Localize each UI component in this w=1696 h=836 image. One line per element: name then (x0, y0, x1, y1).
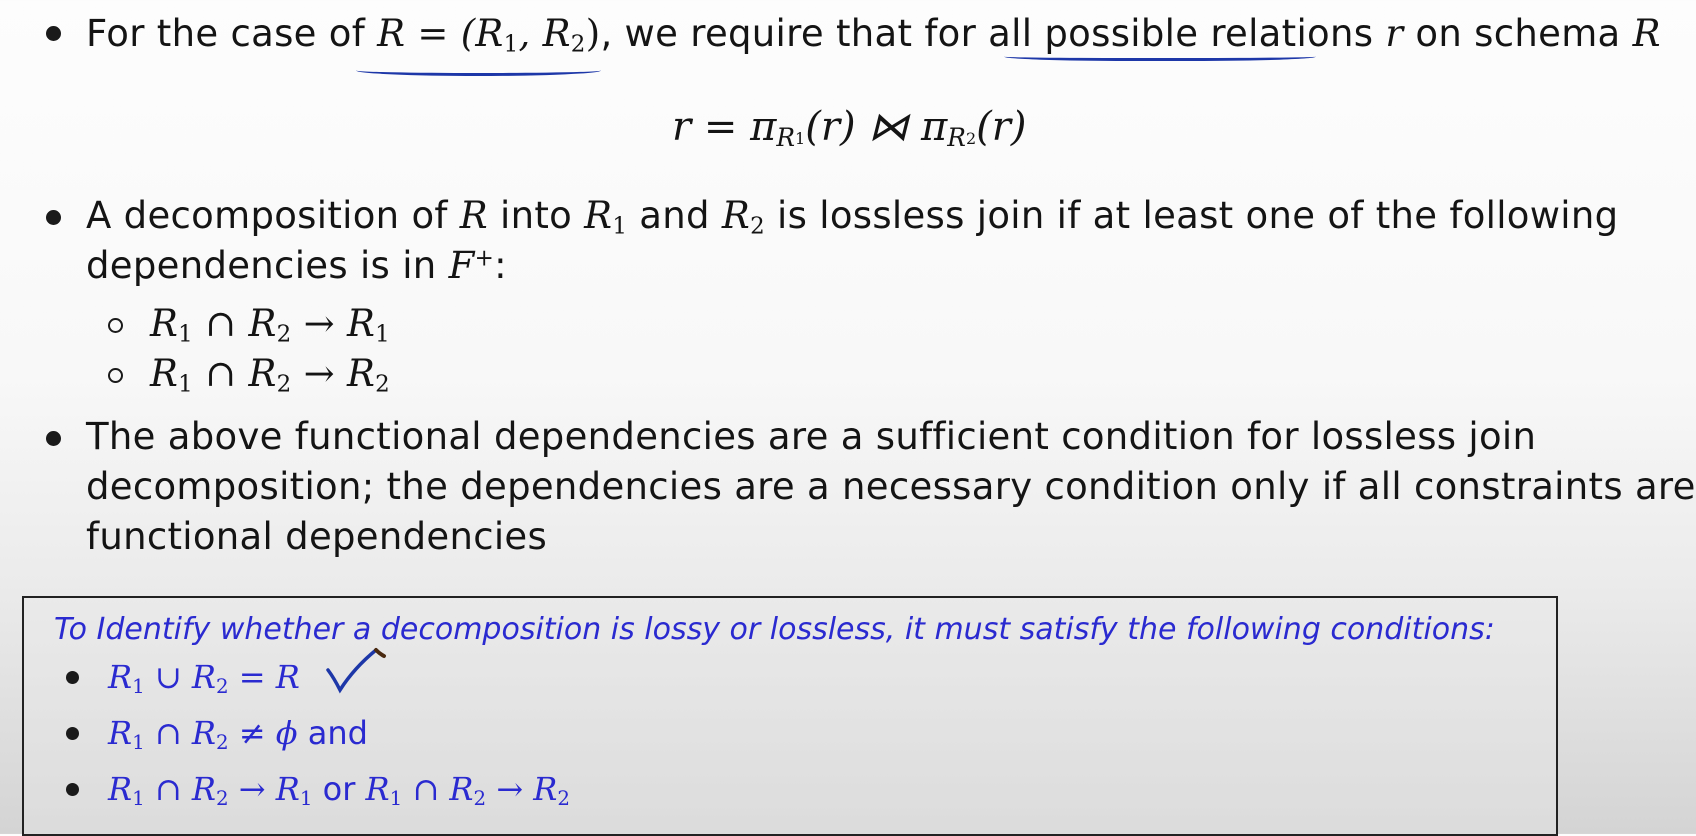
handwritten-underline (1004, 50, 1316, 61)
condition-fd: $R_1$ ∩ $R_2 \to R_1$ or $R_1$ ∩ $R_2 \to R_2$ (108, 770, 571, 810)
bullet-dot (46, 431, 61, 446)
bullet-dot (46, 210, 61, 225)
lossless-join-formula: $r = \pi_{R1}(r)$ ⋈ $\pi_{R2}(r)$ (672, 104, 1027, 153)
condition-union: $R_1$ ∪ $R_2 = R$ (108, 658, 300, 698)
dependency-2: $R_1$ ∩ $R_2 \to R_2$ (150, 352, 391, 398)
bullet-3-line1: The above functional dependencies are a sufficient condition for lossless join (86, 415, 1537, 458)
bullet-dot (66, 727, 79, 740)
bullet-dot (46, 26, 61, 41)
conditions-title: To Identify whether a decomposition is lossy or lossless, it must satisfy the following conditions: (54, 612, 1495, 647)
bullet-dot (66, 783, 79, 796)
bullet-1-text: For the case of $R = (R_1$, $R_2$), we require that for all possible relations r on schema R (86, 12, 1661, 58)
dependency-1: $R_1$ ∩ $R_2 \to R_1$ (150, 302, 391, 348)
bullet-2-text: A decomposition of R into $R_1$ and $R_2$ is lossless join if at least one of the following (86, 194, 1619, 240)
bullet-3-line2: decomposition; the dependencies are a necessary condition only if all constraints are (86, 465, 1696, 508)
conditions-box (22, 596, 1558, 836)
bullet-2-text-line2: dependencies is in F+: (86, 244, 507, 287)
bullet-dot (66, 671, 79, 684)
sub-bullet-circle (108, 318, 123, 333)
handwritten-underline (356, 65, 601, 76)
condition-intersection-nonempty: $R_1$ ∩ $R_2 \ne \phi$ and (108, 714, 368, 754)
sub-bullet-circle (108, 368, 123, 383)
bullet-3-line3: functional dependencies (86, 515, 548, 558)
checkmark-icon (324, 640, 394, 696)
